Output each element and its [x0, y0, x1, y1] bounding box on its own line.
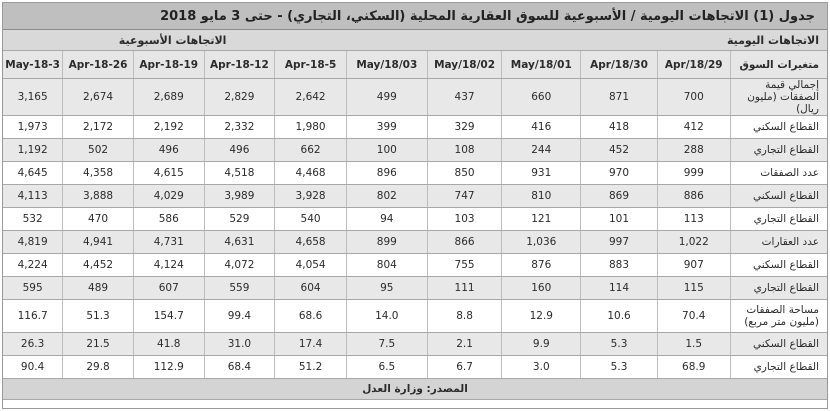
- value-cell: 111: [427, 277, 502, 300]
- value-cell: 6.7: [427, 356, 502, 379]
- daily-trends-header: الاتجاهات اليومية: [730, 30, 827, 51]
- value-cell: 4,054: [275, 254, 347, 277]
- value-cell: 418: [581, 116, 658, 139]
- row-label: إجمالي قيمة الصفقات (مليون ريال): [730, 79, 827, 116]
- value-cell: 99.4: [204, 300, 275, 333]
- date-header-cell: Apr/18/30: [581, 51, 658, 79]
- value-cell: 4,029: [133, 185, 204, 208]
- value-cell: 2.1: [427, 333, 502, 356]
- value-cell: 5.3: [581, 356, 658, 379]
- value-cell: 802: [346, 185, 427, 208]
- value-cell: 1.5: [657, 333, 730, 356]
- value-cell: 4,452: [63, 254, 134, 277]
- value-cell: 529: [204, 208, 275, 231]
- value-cell: 1,973: [3, 116, 63, 139]
- row-label: القطاع التجاري: [730, 356, 827, 379]
- value-cell: 4,124: [133, 254, 204, 277]
- value-cell: 68.4: [204, 356, 275, 379]
- date-header-cell: 26-Apr-18: [63, 51, 134, 79]
- value-cell: 1,022: [657, 231, 730, 254]
- value-cell: 12.9: [502, 300, 581, 333]
- value-cell: 2,642: [275, 79, 347, 116]
- value-cell: 804: [346, 254, 427, 277]
- value-cell: 68.6: [275, 300, 347, 333]
- value-cell: 14.0: [346, 300, 427, 333]
- value-cell: 288: [657, 139, 730, 162]
- value-cell: 470: [63, 208, 134, 231]
- value-cell: 6.5: [346, 356, 427, 379]
- table-row: [3, 333, 827, 356]
- row-label: مساحة الصفقات (مليون متر مربع): [730, 300, 827, 333]
- table-row: [3, 185, 827, 208]
- value-cell: 95: [346, 277, 427, 300]
- value-cell: 907: [657, 254, 730, 277]
- value-cell: 121: [502, 208, 581, 231]
- row-label: عدد العقارات: [730, 231, 827, 254]
- value-cell: 29.8: [63, 356, 134, 379]
- table-body: [3, 79, 827, 379]
- value-cell: 4,819: [3, 231, 63, 254]
- value-cell: 31.0: [204, 333, 275, 356]
- row-label: القطاع التجاري: [730, 139, 827, 162]
- value-cell: 4,518: [204, 162, 275, 185]
- value-cell: 4,072: [204, 254, 275, 277]
- date-header-cell: May/18/03: [346, 51, 427, 79]
- value-cell: 437: [427, 79, 502, 116]
- value-cell: 41.8: [133, 333, 204, 356]
- row-label: القطاع التجاري: [730, 277, 827, 300]
- value-cell: 4,941: [63, 231, 134, 254]
- date-header-cell: 12-Apr-18: [204, 51, 275, 79]
- value-cell: 4,731: [133, 231, 204, 254]
- value-cell: 2,829: [204, 79, 275, 116]
- value-cell: 21.5: [63, 333, 134, 356]
- value-cell: 502: [63, 139, 134, 162]
- value-cell: 68.9: [657, 356, 730, 379]
- value-cell: 100: [346, 139, 427, 162]
- value-cell: 931: [502, 162, 581, 185]
- value-cell: 4,468: [275, 162, 347, 185]
- value-cell: 4,615: [133, 162, 204, 185]
- table-row: [3, 79, 827, 116]
- value-cell: 3.0: [502, 356, 581, 379]
- table-row: [3, 116, 827, 139]
- value-cell: 700: [657, 79, 730, 116]
- value-cell: 9.9: [502, 333, 581, 356]
- value-cell: 160: [502, 277, 581, 300]
- value-cell: 896: [346, 162, 427, 185]
- table-row: [3, 277, 827, 300]
- value-cell: 499: [346, 79, 427, 116]
- date-header-row: [3, 51, 827, 79]
- value-cell: 399: [346, 116, 427, 139]
- value-cell: 3,989: [204, 185, 275, 208]
- value-cell: 2,192: [133, 116, 204, 139]
- value-cell: 94: [346, 208, 427, 231]
- value-cell: 866: [427, 231, 502, 254]
- table-row: [3, 356, 827, 379]
- value-cell: 997: [581, 231, 658, 254]
- value-cell: 810: [502, 185, 581, 208]
- table-frame: [2, 2, 828, 409]
- value-cell: 4,658: [275, 231, 347, 254]
- value-cell: 559: [204, 277, 275, 300]
- value-cell: 51.2: [275, 356, 347, 379]
- value-cell: 883: [581, 254, 658, 277]
- value-cell: 5.3: [581, 333, 658, 356]
- value-cell: 112.9: [133, 356, 204, 379]
- value-cell: 1,036: [502, 231, 581, 254]
- value-cell: 876: [502, 254, 581, 277]
- value-cell: 2,332: [204, 116, 275, 139]
- value-cell: 26.3: [3, 333, 63, 356]
- value-cell: 4,358: [63, 162, 134, 185]
- value-cell: 899: [346, 231, 427, 254]
- value-cell: 329: [427, 116, 502, 139]
- value-cell: 4,113: [3, 185, 63, 208]
- value-cell: 10.6: [581, 300, 658, 333]
- value-cell: 4,631: [204, 231, 275, 254]
- date-header-cell: Apr/18/29: [657, 51, 730, 79]
- value-cell: 540: [275, 208, 347, 231]
- value-cell: 999: [657, 162, 730, 185]
- table-row: [3, 300, 827, 333]
- value-cell: 8.8: [427, 300, 502, 333]
- value-cell: 1,192: [3, 139, 63, 162]
- value-cell: 114: [581, 277, 658, 300]
- value-cell: 747: [427, 185, 502, 208]
- table-row: [3, 208, 827, 231]
- value-cell: 586: [133, 208, 204, 231]
- value-cell: 496: [204, 139, 275, 162]
- value-cell: 108: [427, 139, 502, 162]
- value-cell: 850: [427, 162, 502, 185]
- table-title: جدول (1) الاتجاهات اليومية / الأسبوعية للسوق العقارية المحلية (السكني، التجاري) - حتى 3 مايو 2018: [3, 3, 827, 30]
- value-cell: 869: [581, 185, 658, 208]
- row-label: القطاع السكني: [730, 333, 827, 356]
- value-cell: 17.4: [275, 333, 347, 356]
- value-cell: 660: [502, 79, 581, 116]
- value-cell: 2,674: [63, 79, 134, 116]
- table-row: [3, 162, 827, 185]
- value-cell: 3,888: [63, 185, 134, 208]
- value-cell: 607: [133, 277, 204, 300]
- value-cell: 101: [581, 208, 658, 231]
- value-cell: 604: [275, 277, 347, 300]
- row-label: عدد الصفقات: [730, 162, 827, 185]
- value-cell: 532: [3, 208, 63, 231]
- row-label: القطاع التجاري: [730, 208, 827, 231]
- value-cell: 113: [657, 208, 730, 231]
- date-header-cell: 5-Apr-18: [275, 51, 347, 79]
- value-cell: 886: [657, 185, 730, 208]
- value-cell: 2,689: [133, 79, 204, 116]
- value-cell: 871: [581, 79, 658, 116]
- row-label: القطاع السكني: [730, 254, 827, 277]
- value-cell: 4,224: [3, 254, 63, 277]
- value-cell: 970: [581, 162, 658, 185]
- group-header-row: [3, 30, 827, 51]
- weekly-trends-header: الاتجاهات الأسبوعية: [3, 30, 346, 51]
- value-cell: 90.4: [3, 356, 63, 379]
- value-cell: 115: [657, 277, 730, 300]
- source-note: المصدر: وزارة العدل: [3, 379, 827, 400]
- table-row: [3, 231, 827, 254]
- market-trends-table: [3, 30, 827, 400]
- value-cell: 116.7: [3, 300, 63, 333]
- value-cell: 412: [657, 116, 730, 139]
- value-cell: 3,928: [275, 185, 347, 208]
- value-cell: 416: [502, 116, 581, 139]
- value-cell: 452: [581, 139, 658, 162]
- value-cell: 489: [63, 277, 134, 300]
- value-cell: 70.4: [657, 300, 730, 333]
- value-cell: 1,980: [275, 116, 347, 139]
- row-label: القطاع السكني: [730, 116, 827, 139]
- value-cell: 4,645: [3, 162, 63, 185]
- value-cell: 2,172: [63, 116, 134, 139]
- value-cell: 244: [502, 139, 581, 162]
- value-cell: 51.3: [63, 300, 134, 333]
- value-cell: 595: [3, 277, 63, 300]
- table-row: [3, 254, 827, 277]
- date-header-cell: 3-May-18: [3, 51, 63, 79]
- source-row: [3, 379, 827, 400]
- value-cell: 154.7: [133, 300, 204, 333]
- daily-spacer: [346, 30, 730, 51]
- row-header-label: متغيرات السوق: [730, 51, 827, 79]
- table-row: [3, 139, 827, 162]
- value-cell: 755: [427, 254, 502, 277]
- row-label: القطاع السكني: [730, 185, 827, 208]
- value-cell: 496: [133, 139, 204, 162]
- value-cell: 7.5: [346, 333, 427, 356]
- date-header-cell: May/18/02: [427, 51, 502, 79]
- date-header-cell: May/18/01: [502, 51, 581, 79]
- value-cell: 103: [427, 208, 502, 231]
- date-header-cell: 19-Apr-18: [133, 51, 204, 79]
- value-cell: 3,165: [3, 79, 63, 116]
- value-cell: 662: [275, 139, 347, 162]
